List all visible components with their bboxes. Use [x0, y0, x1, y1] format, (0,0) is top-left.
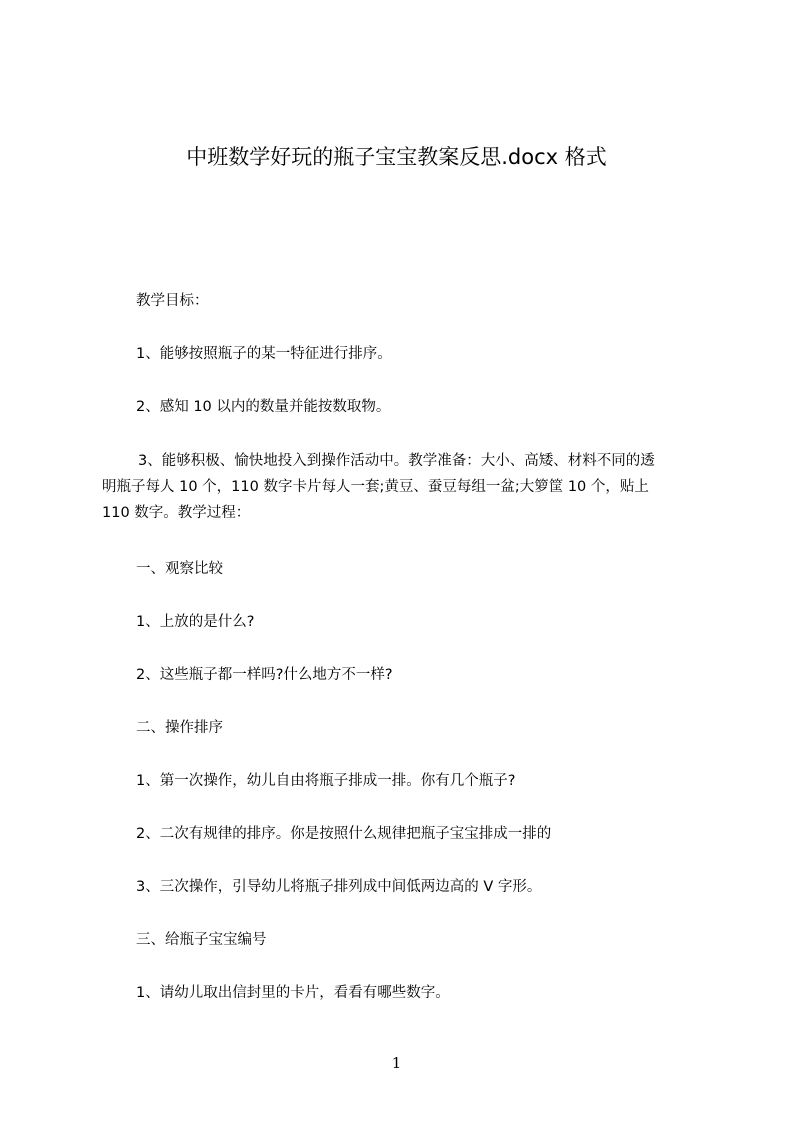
page-number: 1 [391, 1054, 402, 1072]
section-heading-numbering: 三、给瓶子宝宝编号 [136, 932, 267, 948]
section-heading-observe: 一、观察比较 [136, 561, 223, 577]
document-title: 中班数学好玩的瓶子宝宝教案反思.docx 格式 [186, 145, 607, 169]
section-heading-sorting: 二、操作排序 [136, 720, 223, 736]
paragraph-line: 明瓶子每人 10 个，110 数字卡片每人一套;黄豆、蚕豆每组一盆;大箩筐 10 个，贴上 [102, 479, 649, 495]
list-item: 1、上放的是什么? [136, 614, 255, 630]
list-item: 2、这些瓶子都一样吗?什么地方不一样? [136, 667, 393, 683]
paragraph-objective-3-and-preparation [102, 448, 722, 526]
paragraph-objectives-heading: 教学目标： [136, 293, 209, 309]
paragraph-objective-1: 1、能够按照瓶子的某一特征进行排序。 [136, 346, 392, 362]
paragraph-objective-2: 2、感知 10 以内的数量并能按数取物。 [136, 399, 391, 415]
paragraph-line: 3、能够积极、愉快地投入到操作活动中。教学准备：大小、高矮、材料不同的透 [138, 453, 655, 469]
list-item: 3、三次操作，引导幼儿将瓶子排列成中间低两边高的 V 字形。 [136, 879, 542, 895]
list-item: 2、二次有规律的排序。你是按照什么规律把瓶子宝宝排成一排的 [136, 826, 552, 842]
list-item: 1、请幼儿取出信封里的卡片，看看有哪些数字。 [136, 985, 450, 1001]
list-item: 1、第一次操作，幼儿自由将瓶子排成一排。你有几个瓶子? [136, 773, 516, 789]
paragraph-line: 110 数字。教学过程： [102, 505, 251, 521]
